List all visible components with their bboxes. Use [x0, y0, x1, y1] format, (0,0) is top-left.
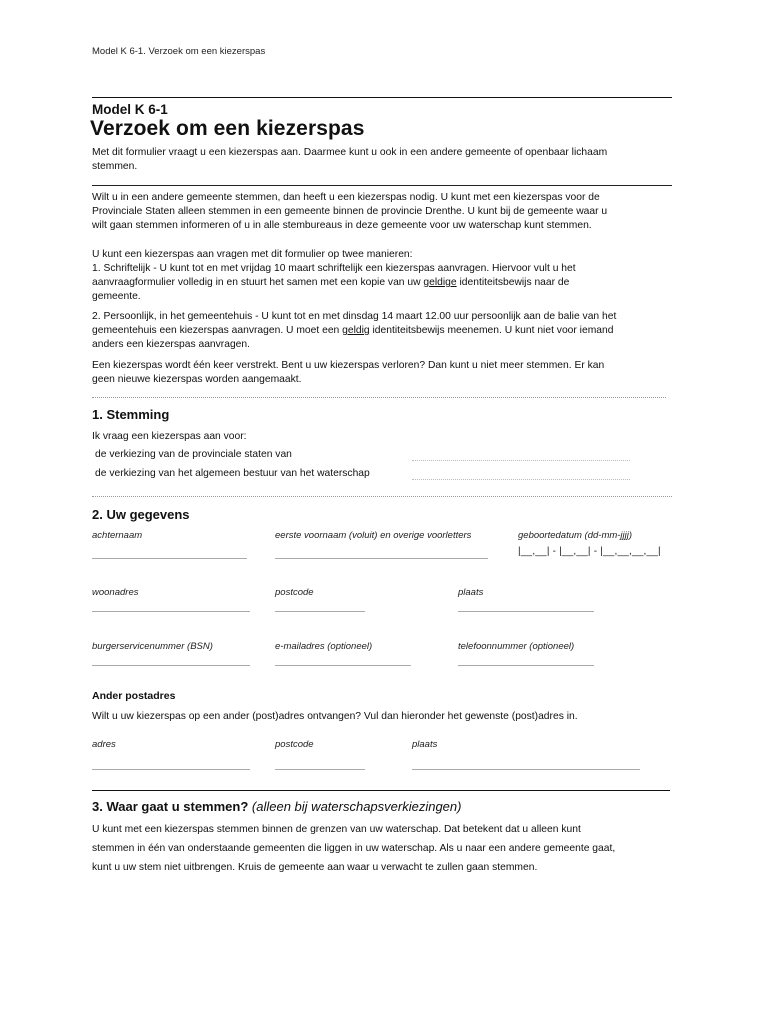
text-segment: identiteitsbewijs naar de	[456, 277, 570, 288]
info-text: Een kiezerspas wordt één keer verstrekt. Bent u uw kiezerspas verloren? Dan kunt u niet meer stemmen. Er kan	[92, 360, 605, 371]
ander-postadres-text: Wilt u uw kiezerspas op een ander (post)adres ontvangen? Vul dan hieronder het gewenste (post)adres in.	[92, 711, 578, 722]
provincie-input[interactable]	[412, 448, 630, 461]
label-voornaam: eerste voornaam (voluit) en overige voorletters	[275, 530, 472, 541]
info-text: Wilt u in een andere gemeente stemmen, dan heeft u een kiezerspas nodig. U kunt met een kiezerspas voor de	[92, 192, 600, 203]
divider	[92, 496, 672, 497]
section3-text: stemmen in één van onderstaande gemeenten die liggen in uw waterschap. Als u naar een andere gemeente gaat,	[92, 843, 616, 854]
text-segment: identiteitsbewijs meenemen. U kunt niet voor iemand	[369, 325, 614, 336]
heading-main: 3. Waar gaat u stemmen?	[92, 799, 249, 814]
plaats-ander-input[interactable]	[412, 757, 640, 770]
label-email: e-mailadres (optioneel)	[275, 641, 373, 652]
info-text	[92, 276, 569, 290]
intro-text: stemmen.	[92, 161, 138, 172]
woonadres-input[interactable]	[92, 599, 250, 612]
section3-text: kunt u uw stem niet uitbrengen. Kruis de gemeente aan waar u verwacht te zullen gaan stemmen.	[92, 862, 538, 873]
section3-text: U kunt met een kiezerspas stemmen binnen de grenzen van uw waterschap. Dat betekent dat u alleen kunt	[92, 824, 581, 835]
intro-text: Met dit formulier vraagt u een kiezerspas aan. Daarmee kunt u ook in een andere gemeente of openbaar lichaam	[92, 147, 608, 158]
label-geboortedatum: geboortedatum (dd-mm-jjjj)	[518, 530, 633, 541]
section-heading-gegevens: 2. Uw gegevens	[92, 507, 190, 522]
text-segment: gemeentehuis een kiezerspas aanvragen. U moet een	[92, 325, 343, 336]
text-segment: aanvraagformulier volledig in en stuurt het samen met een kopie van uw	[92, 277, 424, 288]
voornaam-input[interactable]	[275, 546, 488, 559]
info-text: wilt gaan stemmen informeren of u in alle stembureaus in deze gemeente voor uw waterschap kunt stemmen.	[92, 220, 592, 231]
label-plaats: plaats	[458, 587, 484, 598]
section-heading-waar-stemmen	[92, 799, 461, 814]
divider	[92, 790, 670, 791]
heading-sub: (alleen bij waterschapsverkiezingen)	[251, 799, 462, 814]
label-achternaam: achternaam	[92, 530, 143, 541]
document-header: Model K 6-1. Verzoek om een kiezerspas	[92, 46, 266, 57]
label-postcode-ander: postcode	[275, 739, 314, 750]
email-input[interactable]	[275, 653, 411, 666]
info-text: geen nieuwe kiezerspas worden aangemaakt.	[92, 374, 302, 385]
telefoon-input[interactable]	[458, 653, 594, 666]
waterschap-input[interactable]	[412, 467, 630, 480]
label-postcode: postcode	[275, 587, 314, 598]
divider	[92, 97, 672, 98]
postcode-ander-input[interactable]	[275, 757, 365, 770]
label-telefoon: telefoonnummer (optioneel)	[458, 641, 575, 652]
info-text: 1. Schriftelijk - U kunt tot en met vrijdag 10 maart schriftelijk een kiezerspas aanvragen. Hiervoor vult u het	[92, 263, 576, 274]
info-text: 2. Persoonlijk, in het gemeentehuis - U kunt tot en met dinsdag 14 maart 12.00 uur persoonlijk aan de balie van het	[92, 311, 617, 322]
label-bsn: burgerservicenummer (BSN)	[92, 641, 213, 652]
bsn-input[interactable]	[92, 653, 250, 666]
model-label: Model K 6-1	[92, 102, 168, 117]
info-text: gemeente.	[92, 291, 141, 302]
postcode-input[interactable]	[275, 599, 365, 612]
info-text: anders een kiezerspas aanvragen.	[92, 339, 250, 350]
info-text	[92, 324, 613, 338]
info-text: Provinciale Staten alleen stemmen in een gemeente binnen de provincie Drenthe. U kunt bij de gemeente waar u	[92, 206, 608, 217]
page-title: Verzoek om een kiezerspas	[90, 117, 365, 140]
underlined-word: geldig	[342, 325, 370, 336]
plaats-input[interactable]	[458, 599, 594, 612]
divider	[92, 185, 672, 186]
election-option-provinciale-staten[interactable]: de verkiezing van de provinciale staten van	[95, 449, 292, 460]
underlined-word: geldige	[423, 277, 457, 288]
section-heading-stemming: 1. Stemming	[92, 407, 170, 422]
achternaam-input[interactable]	[92, 546, 247, 559]
info-text: U kunt een kiezerspas aan vragen met dit formulier op twee manieren:	[92, 249, 413, 260]
subheading-ander-postadres: Ander postadres	[92, 690, 176, 702]
election-option-waterschap[interactable]: de verkiezing van het algemeen bestuur van het waterschap	[95, 468, 370, 479]
label-adres: adres	[92, 739, 116, 750]
section-intro: Ik vraag een kiezerspas aan voor:	[92, 431, 247, 442]
divider	[92, 397, 666, 398]
label-plaats-ander: plaats	[412, 739, 438, 750]
label-woonadres: woonadres	[92, 587, 139, 598]
adres-input[interactable]	[92, 757, 250, 770]
geboortedatum-input[interactable]: |__,__| - |__,__| - |__,__,__,__|	[518, 546, 661, 557]
